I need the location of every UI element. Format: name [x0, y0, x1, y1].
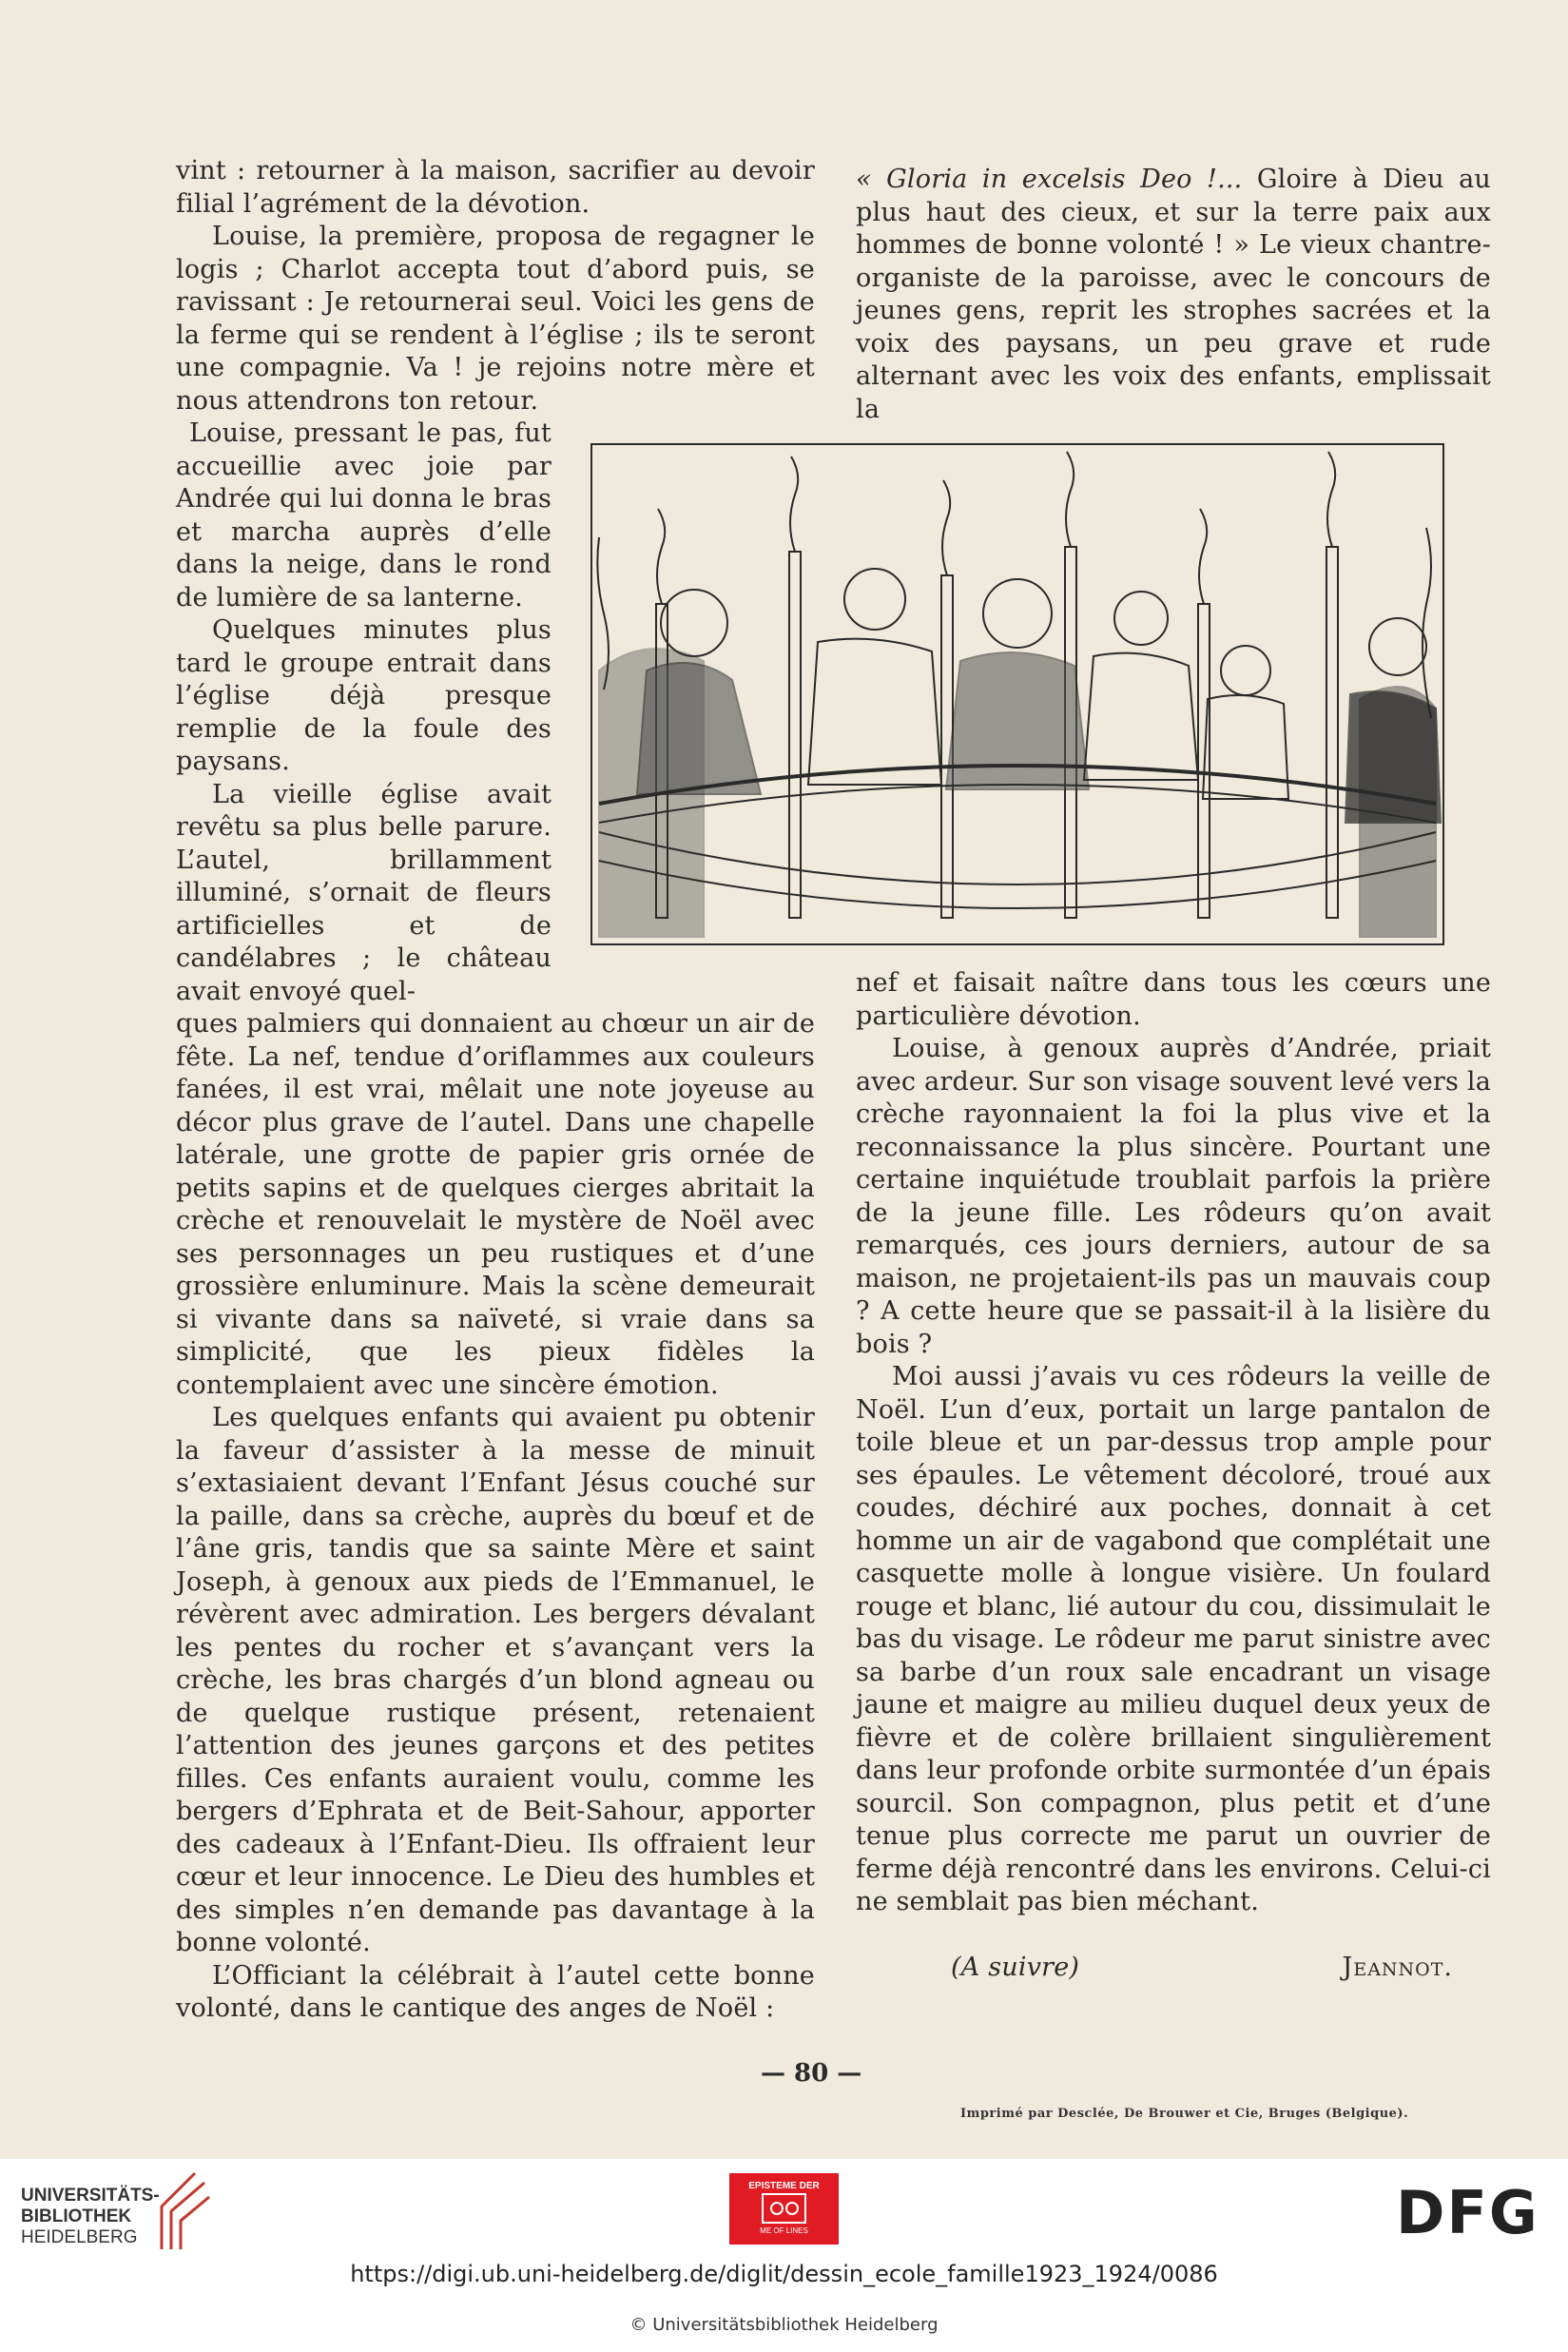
paragraph: Les quelques enfants qui avaient pu obtenir la faveur d’assister à la messe de minuit s’extasiaient devant l’Enfant Jésus couché sur la paille, dans sa crèche, auprès du bœuf et de l’âne gris, tandis que sa sainte Mère et saint Joseph, à genoux aux pieds de l’Emmanuel, le révèrent avec admiration. Les bergers dévalant les pentes du rocher et s’avançant vers la crèche, les bras chargés d’un blond agneau ou de quelque rustique présent, retenaient l’attention des jeunes garçons et des petites filles. Ces enfants auraient voulu, comme les bergers d’Ephrata et de Beit-Sahour, apporter des cadeaux à l’Enfant-Dieu. Ils offraient leur cœur et leur innocence. Le Dieu des humbles et des simples n’en demande pas davantage à la bonne volonté.	[176, 1403, 815, 1957]
right-column-bottom	[856, 967, 1491, 1984]
paragraph: ques palmiers qui donnaient au chœur un air de fête. La nef, tendue d’oriflammes aux couleurs fanées, il est vrai, mêlait une note joyeuse au décor plus grave de l’autel. Dans une chapelle latérale, une grotte de papier gris ornée de petits sapins et de quelques cierges abritait la crèche et renouvelait le mystère de Noël avec ses personnages un peu rustiques et d’une grossière enluminure. Mais la scène demeurait si vivante dans sa naïveté, si vraie dans sa simplicité, que les pieux fidèles la contemplaient avec une sincère émotion.	[176, 1009, 815, 1400]
ub-line: UNIVERSITÄTS-	[21, 2186, 160, 2206]
to-be-continued: (A suivre)	[951, 1952, 1080, 1982]
printer-note: Imprimé par Desclée, De Brouwer et Cie, Bruges (Belgique).	[960, 2107, 1409, 2121]
paragraph: Louise, pressant le pas, fut accueillie avec joie par Andrée qui lui donna le bras et marcha auprès d’elle dans la neige, dans le rond de lumière de sa lanterne.	[176, 418, 552, 612]
paragraph	[856, 164, 1491, 426]
paragraph: vint : retourner à la maison, sacrifier au devoir filial l’agrément de la dévotion.	[176, 156, 815, 219]
paragraph: L’Officiant la célébrait à l’autel cette bonne volonté, dans le cantique des anges de Noël :	[176, 1960, 815, 2023]
latin-quote: « Gloria in excelsis Deo !...	[856, 165, 1243, 194]
episteme-bottom-text: ME OF LINES	[760, 2226, 808, 2235]
paragraph: Louise, à genoux auprès d’Andrée, priait avec ardeur. Sur son visage souvent levé vers la crèche rayonnaient la foi la plus vive et la reconnaissance la plus sincère. Pourtant une certaine inquiétude troublait parfois la prière de la jeune fille. Les rôdeurs qu’on avait remarqués, ces jours derniers, autour de sa maison, ne projetaient-ils pas un mauvais coup ? A cette heure que se passait-il à la lisière du bois ?	[856, 1034, 1491, 1359]
permalink-url[interactable]: https://digi.ub.uni-heidelberg.de/diglit/dessin_ecole_famille1923_1924/0086	[350, 2261, 1218, 2287]
paragraph: La vieille église avait revêtu sa plus belle parure. L’autel, brillamment illuminé, s’ornait de fleurs artificielles et de candélabres ; le château avait envoyé quel-	[176, 779, 552, 1006]
paragraph: Moi aussi j’avais vu ces rôdeurs la veille de Noël. L’un d’eux, portait un large pantalon de toile bleue et un par-dessus trop ample pour ses épaules. Le vêtement décoloré, troué aux coudes, déchiré aux poches, donnait à cet homme un air de vagabond que complétait une casquette molle à longue visière. Un foulard rouge et blanc, lié autour du cou, dissimulait le bas du visage. Le rôdeur me parut sinistre avec sa barbe d’un roux sale encadrant un visage jaune et maigre au milieu duquel deux yeux de fièvre et de colère brillaient singulièrement dans leur profonde orbite surmontée d’un épais sourcil. Son compagnon, plus petit et d’une tenue plus correcte me parut un ouvrier de ferme déjà rencontré dans les environs. Celui-ci ne semblait pas bien méchant.	[856, 1362, 1491, 1916]
dfg-logo[interactable]: DFG	[1396, 2178, 1539, 2247]
copyright-notice: © Universitätsbibliothek Heidelberg	[629, 2315, 939, 2335]
episteme-logo[interactable]	[729, 2173, 839, 2245]
page-number: — 80 —	[761, 2059, 862, 2088]
paragraph: nef et faisait naître dans tous les cœurs une particulière dévotion.	[856, 968, 1491, 1031]
author-name: Jeannot.	[1342, 1952, 1453, 1982]
ub-line: HEIDELBERG	[21, 2227, 138, 2247]
signature-line	[856, 1952, 1491, 1985]
paragraph-text: Gloire à Dieu au plus haut des cieux, et sur la terre paix aux hommes de bonne volonté ! » Le vieux chantre-organiste de la paroisse, avec le concours de jeunes gens, reprit les strophes sacrées et la voix des paysans, un peu grave et rude alternant avec les voix des enfants, emplissait la	[856, 165, 1491, 424]
episteme-top-text: EPISTEME DER	[748, 2181, 820, 2191]
right-column-top	[856, 164, 1491, 426]
paragraph: Louise, la première, proposa de regagner le logis ; Charlot accepta tout d’abord puis, se ravissant : Je retournerai seul. Voici les gens de la ferme qui se rendent à l’église ; ils te seront une compagnie. Va ! je rejoins notre mère et nous attendrons ton retour.	[176, 222, 815, 416]
left-column	[176, 155, 815, 2026]
ub-heidelberg-logo[interactable]	[21, 2186, 160, 2248]
ub-line: BIBLIOTHEK	[21, 2206, 132, 2226]
ub-mark-icon	[157, 2168, 214, 2254]
narrow-text-block	[176, 418, 552, 1008]
paragraph: Quelques minutes plus tard le groupe entrait dans l’église déjà presque remplie de la foule des paysans.	[176, 615, 552, 776]
church-illustration	[590, 442, 1445, 946]
